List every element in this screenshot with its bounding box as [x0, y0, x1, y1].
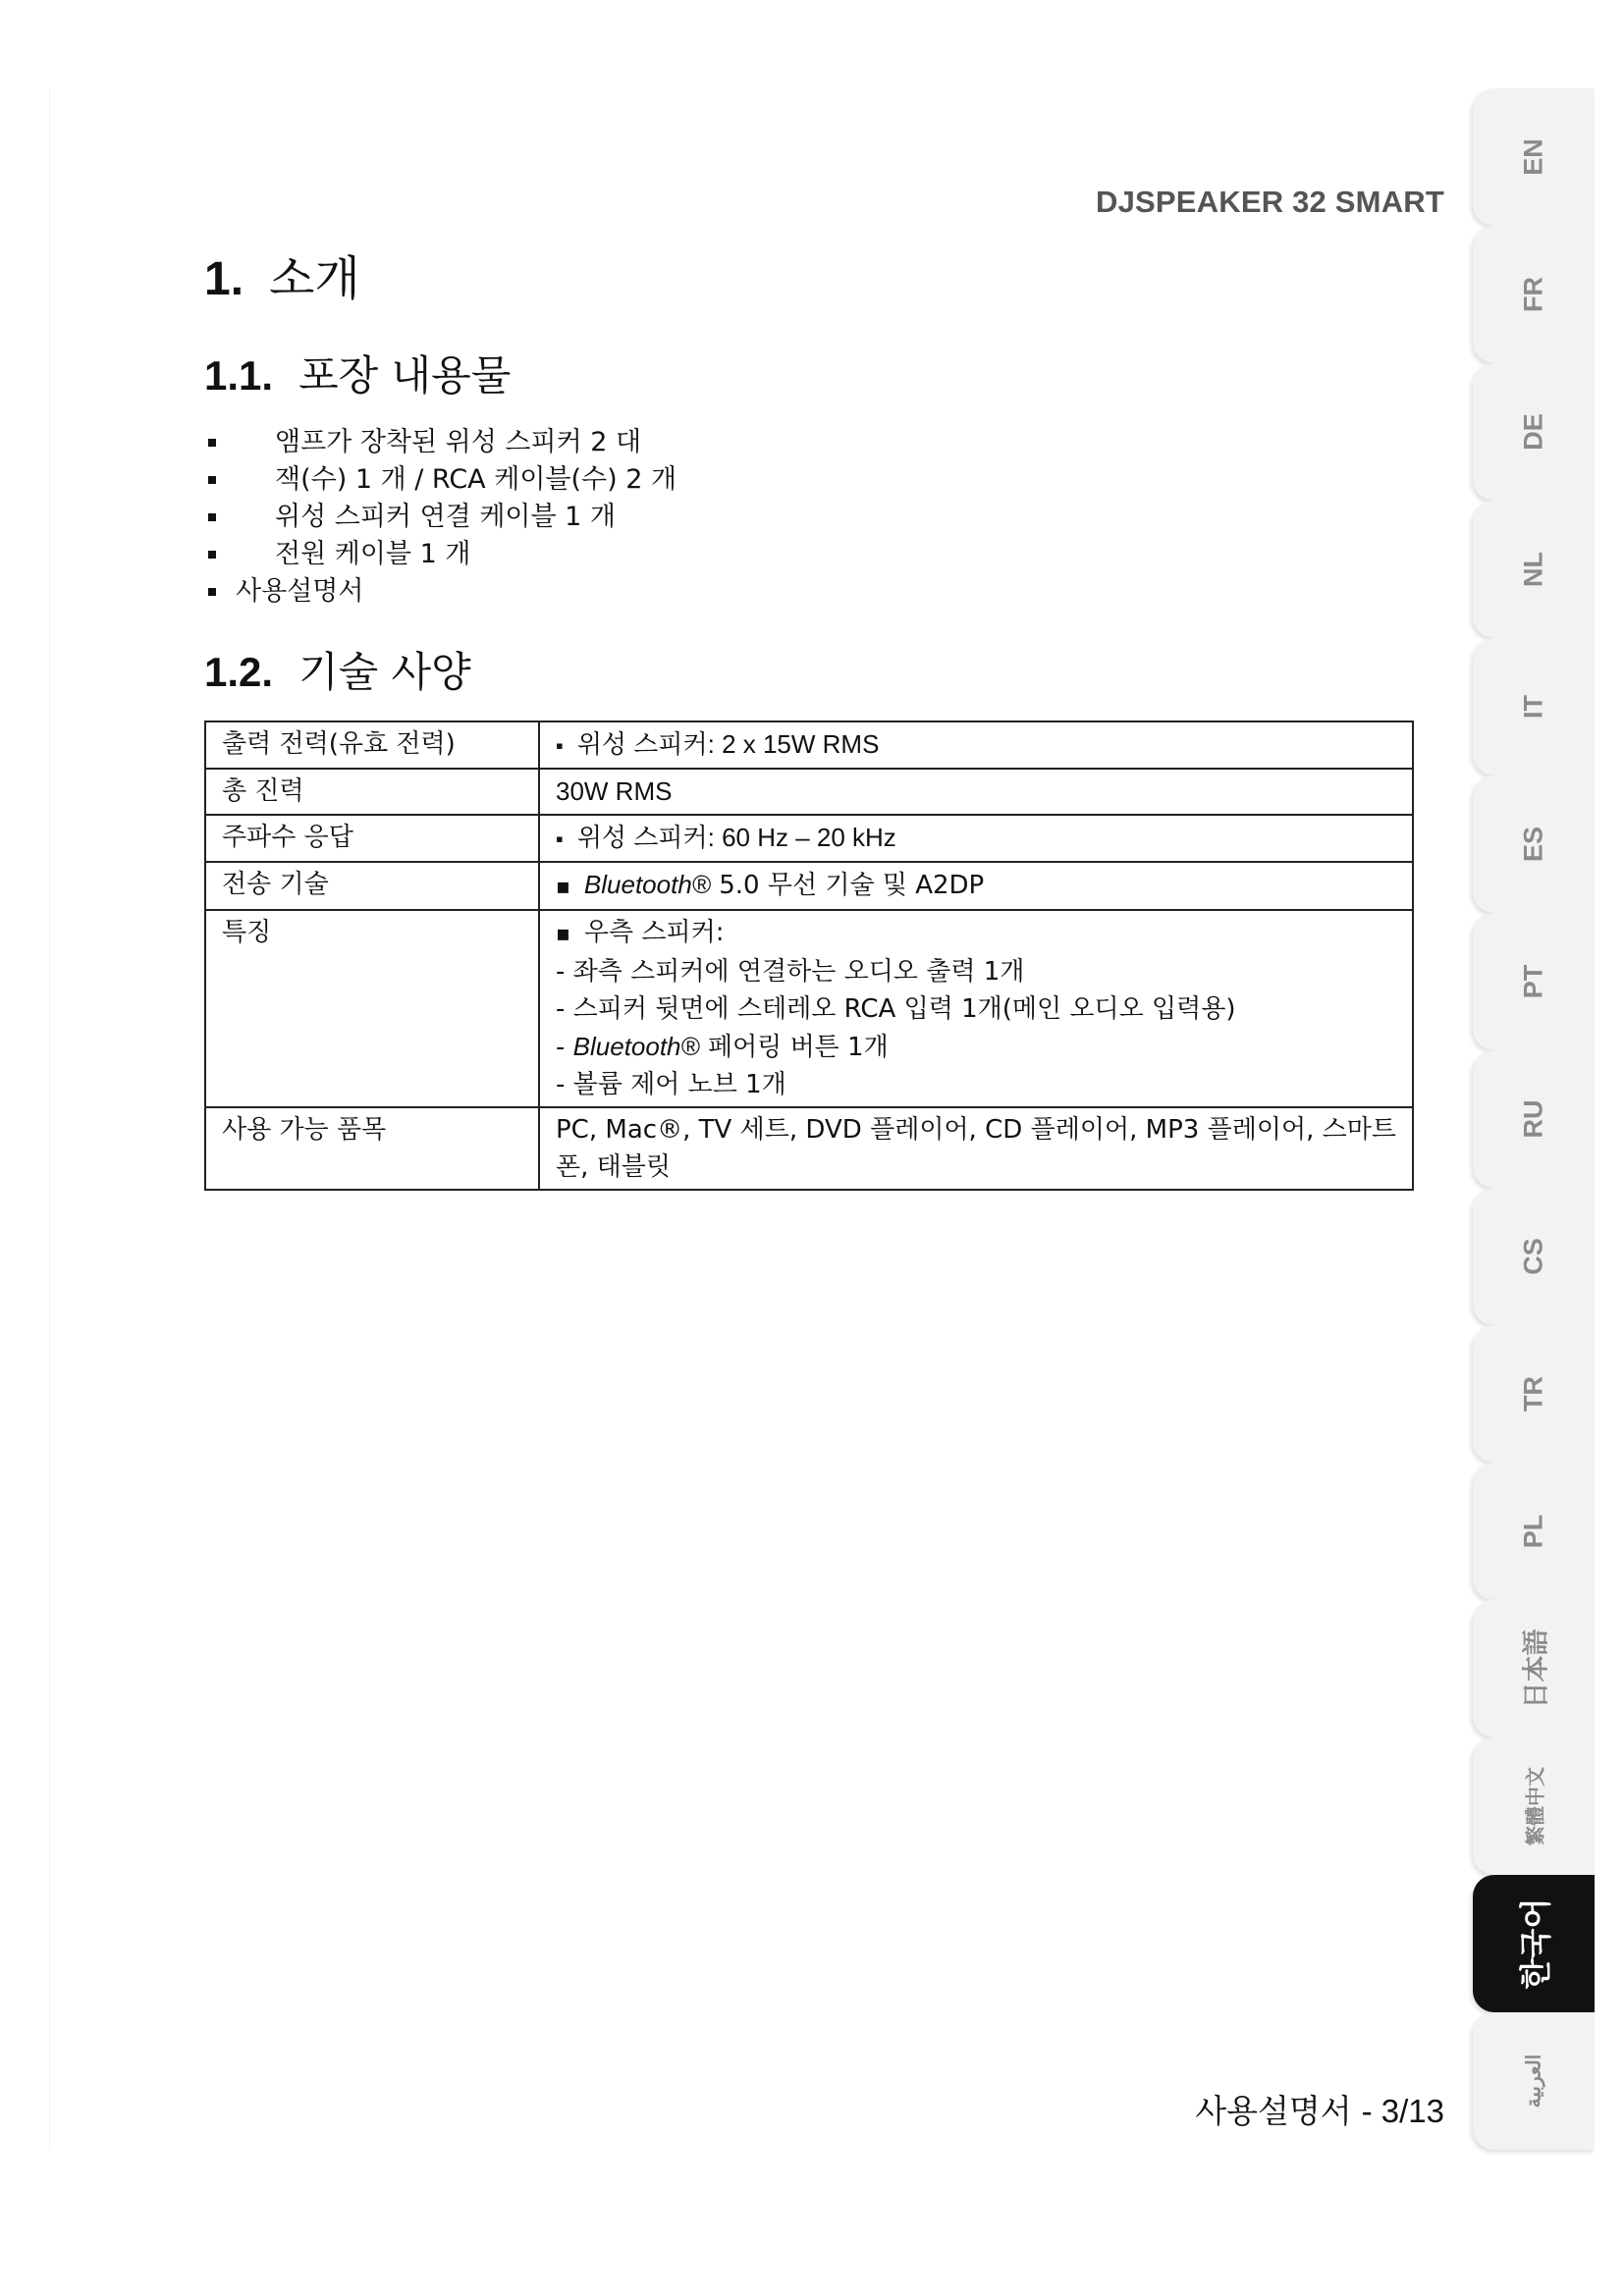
tab-label: 繁體中文: [1525, 1767, 1547, 1845]
product-name-header: DJSPEAKER 32 SMART: [1095, 185, 1444, 219]
tab-es[interactable]: [1473, 775, 1595, 913]
tab-label: EN: [1518, 138, 1548, 176]
spec-value: PC, Mac®, TV 세트, DVD 플레이어, CD 플레이어, MP3 플레이어, 스마트폰, 태블릿: [539, 1107, 1413, 1190]
tab-pt[interactable]: [1473, 913, 1595, 1050]
subsection-title: 기술 사양: [298, 648, 471, 696]
footer-manual-label: 사용설명서: [1195, 2092, 1352, 2130]
spec-label: 전송 기술: [205, 862, 539, 910]
spec-value-text: ▪ 위성 스피커: 60 Hz – 20 kHz: [556, 823, 896, 852]
spec-value-text: 30W RMS: [556, 776, 673, 806]
feature-line: [556, 1028, 1396, 1066]
spec-value: [539, 769, 1413, 815]
list-item: 사용설명서: [204, 573, 1414, 611]
spec-value-rest: 5.0 무선 기술 및 A2DP: [710, 871, 985, 900]
feature-line: - 좌측 스피커에 연결하는 오디오 출력 1개: [556, 957, 1025, 987]
tab-label: IT: [1518, 695, 1548, 719]
tab-it[interactable]: [1473, 638, 1595, 775]
list-item: 위성 스피커 연결 케이블 1 개: [204, 499, 1414, 536]
tab-label: العربية: [1523, 2054, 1545, 2109]
spec-value: [539, 815, 1413, 862]
feature-dash: -: [556, 1033, 573, 1062]
tab-label: DE: [1518, 413, 1548, 451]
feature-line: - 스피커 뒷면에 스테레오 RCA 입력 1개(메인 오디오 입력용): [556, 994, 1236, 1024]
tab-label: PT: [1518, 964, 1548, 999]
main-content: [204, 240, 1414, 1191]
tab-tr[interactable]: [1473, 1325, 1595, 1463]
section-number: 1.: [204, 253, 244, 305]
tab-ar[interactable]: [1473, 2012, 1595, 2150]
table-row: [205, 769, 1413, 815]
tab-fr[interactable]: [1473, 226, 1595, 363]
spec-label: 출력 전력(유효 전력): [205, 721, 539, 769]
feature-line: - 볼륨 제어 노브 1개: [556, 1070, 786, 1099]
section-title: 소개: [269, 251, 360, 306]
table-row: [205, 815, 1413, 862]
list-item: 앰프가 장착된 위성 스피커 2 대: [204, 424, 1414, 461]
tab-label: 日本語: [1521, 1629, 1551, 1709]
specifications-heading: [204, 640, 1414, 699]
tab-label: NL: [1518, 552, 1548, 587]
page-edge: [49, 88, 50, 2150]
tab-label: TR: [1518, 1376, 1548, 1412]
subsection-number: 1.1.: [204, 352, 274, 399]
feature-line-rest: 페어링 버튼 1개: [699, 1033, 889, 1062]
tab-label: CS: [1518, 1238, 1548, 1275]
language-tabs: [1473, 88, 1595, 2150]
specifications-table: [204, 721, 1414, 1191]
spec-value-text: [556, 871, 984, 900]
list-item: 전원 케이블 1 개: [204, 536, 1414, 573]
tab-ko[interactable]: [1473, 1875, 1595, 2012]
bluetooth-brand-text: Bluetooth®: [583, 870, 711, 899]
spec-label: 총 진력: [205, 769, 539, 815]
table-row: [205, 862, 1413, 910]
tab-pl[interactable]: [1473, 1463, 1595, 1600]
page-footer: [1195, 2086, 1444, 2132]
spec-value: [539, 721, 1413, 769]
spec-label: 특징: [205, 910, 539, 1107]
tab-label: PL: [1518, 1514, 1548, 1549]
package-contents-heading: [204, 344, 1414, 402]
tab-label: 한국어: [1518, 1897, 1553, 1990]
tab-de[interactable]: [1473, 363, 1595, 501]
table-row: [205, 721, 1413, 769]
tab-label: FR: [1518, 277, 1548, 312]
tab-zh-tw[interactable]: [1473, 1737, 1595, 1875]
spec-value: [539, 862, 1413, 910]
list-item: 잭(수) 1 개 / RCA 케이블(수) 2 개: [204, 461, 1414, 499]
tab-en[interactable]: [1473, 88, 1595, 226]
section-heading: [204, 240, 1414, 308]
spec-value: [539, 910, 1413, 1107]
spec-label: 주파수 응답: [205, 815, 539, 862]
table-row: [205, 910, 1413, 1107]
tab-ja[interactable]: [1473, 1600, 1595, 1737]
package-contents-list: [204, 424, 1414, 611]
subsection-number: 1.2.: [204, 649, 274, 695]
tab-label: RU: [1518, 1099, 1548, 1139]
bluetooth-brand-text: Bluetooth®: [572, 1032, 700, 1061]
subsection-title: 포장 내용물: [298, 351, 512, 400]
tab-cs[interactable]: [1473, 1188, 1595, 1325]
table-row: [205, 1107, 1413, 1190]
spec-label: 사용 가능 품목: [205, 1107, 539, 1190]
feature-line: ▪ 우측 스피커:: [556, 914, 1396, 953]
tab-label: ES: [1518, 826, 1548, 863]
page-number: - 3/13: [1361, 2093, 1444, 2129]
tab-ru[interactable]: [1473, 1050, 1595, 1188]
tab-nl[interactable]: [1473, 501, 1595, 638]
spec-value-text: ▪ 위성 스피커: 2 x 15W RMS: [556, 729, 879, 759]
